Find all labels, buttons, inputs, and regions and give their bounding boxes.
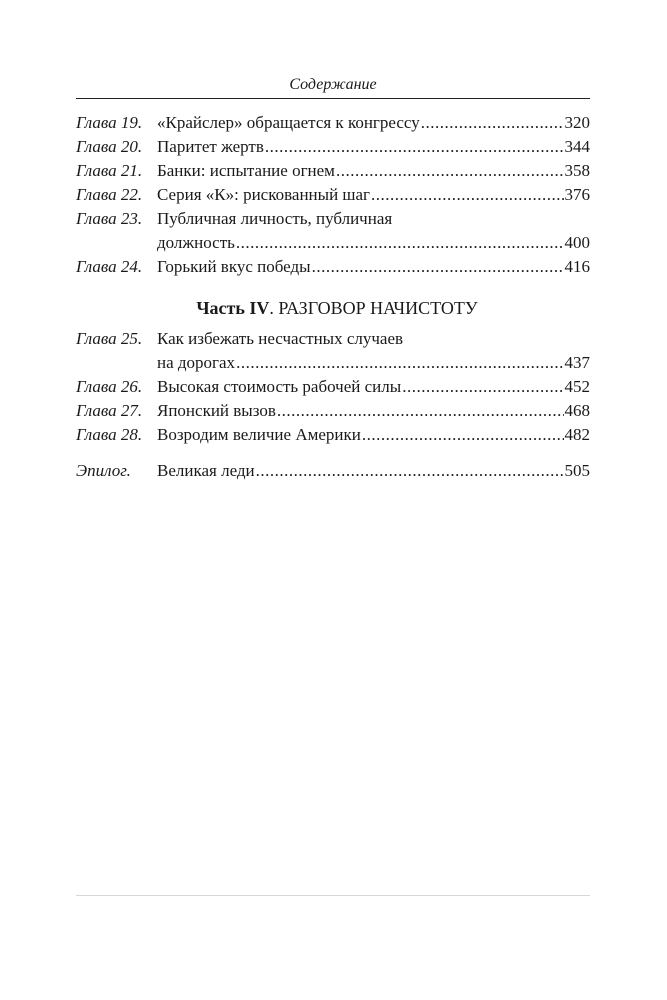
- entry-title: Серия «К»: рискованный шаг: [157, 185, 371, 204]
- entry-label: Глава 23.: [76, 209, 143, 228]
- entry-page-number: 452: [564, 377, 590, 396]
- toc-entry-chapter-22[interactable]: [76, 183, 590, 207]
- entry-title: Высокая стоимость рабочей силы: [157, 377, 402, 396]
- entry-page-number: 505: [564, 461, 590, 480]
- entry-label: Глава 25.: [76, 329, 143, 348]
- entry-label: Глава 20.: [76, 137, 143, 156]
- dot-leader: [312, 255, 564, 279]
- toc-entry-chapter-19[interactable]: [76, 111, 590, 135]
- entry-page-number: 320: [564, 113, 590, 132]
- entry-page-number: 437: [564, 353, 590, 372]
- part-title: . РАЗГОВОР НАЧИСТОТУ: [269, 298, 478, 318]
- toc-entry-chapter-26[interactable]: [76, 375, 590, 399]
- entry-title: должность: [157, 233, 235, 252]
- entry-title: Паритет жертв: [157, 137, 264, 156]
- entry-label: Глава 21.: [76, 161, 143, 180]
- toc-entry-epilogue[interactable]: [76, 459, 590, 483]
- entry-label: Глава 24.: [76, 257, 143, 276]
- entry-title-line-1: Публичная личность, публичная: [157, 209, 393, 228]
- running-head-title: Содержание: [289, 76, 377, 93]
- toc-entry-chapter-21[interactable]: [76, 159, 590, 183]
- dot-leader: [371, 183, 563, 207]
- toc-entry-chapter-25[interactable]: [76, 327, 590, 375]
- dot-leader: [277, 399, 564, 423]
- entry-page-number: 344: [564, 137, 590, 156]
- entry-page-number: 468: [564, 401, 590, 420]
- table-of-contents: [76, 111, 590, 483]
- part-heading: [76, 296, 590, 320]
- toc-entry-chapter-24[interactable]: [76, 255, 590, 279]
- entry-title: Возродим величие Америки: [157, 425, 361, 444]
- dot-leader: [421, 111, 564, 135]
- entry-title-line-1: Как избежать несчастных случаев: [157, 329, 404, 348]
- header-rule: [76, 98, 590, 99]
- entry-title: Горький вкус победы: [157, 257, 311, 276]
- entry-page-number: 358: [564, 161, 590, 180]
- entry-label: Глава 28.: [76, 425, 143, 444]
- dot-leader: [402, 375, 563, 399]
- part-label: Часть IV: [196, 298, 270, 318]
- entry-label: Глава 26.: [76, 377, 143, 396]
- dot-leader: [236, 351, 563, 375]
- entry-title: Японский вызов: [157, 401, 276, 420]
- dot-leader: [265, 135, 564, 159]
- footer-rule: [76, 895, 590, 896]
- dot-leader: [236, 231, 564, 255]
- entry-page-number: 482: [564, 425, 590, 444]
- dot-leader: [256, 459, 564, 483]
- entry-page-number: 416: [564, 257, 590, 276]
- toc-entry-chapter-27[interactable]: [76, 399, 590, 423]
- entry-label: Эпилог.: [76, 461, 131, 480]
- entry-page-number: 400: [564, 233, 590, 252]
- entry-title: Банки: испытание огнем: [157, 161, 335, 180]
- entry-title: на дорогах: [157, 353, 236, 372]
- entry-label: Глава 19.: [76, 113, 143, 132]
- entry-label: Глава 22.: [76, 185, 143, 204]
- entry-title: «Крайслер» обращается к конгрессу: [157, 113, 420, 132]
- toc-entry-chapter-28[interactable]: [76, 423, 590, 447]
- dot-leader: [336, 159, 564, 183]
- entry-page-number: 376: [564, 185, 590, 204]
- dot-leader: [362, 423, 564, 447]
- toc-entry-chapter-20[interactable]: [76, 135, 590, 159]
- entry-title: Великая леди: [157, 461, 255, 480]
- toc-entry-chapter-23[interactable]: [76, 207, 590, 255]
- entry-label: Глава 27.: [76, 401, 143, 420]
